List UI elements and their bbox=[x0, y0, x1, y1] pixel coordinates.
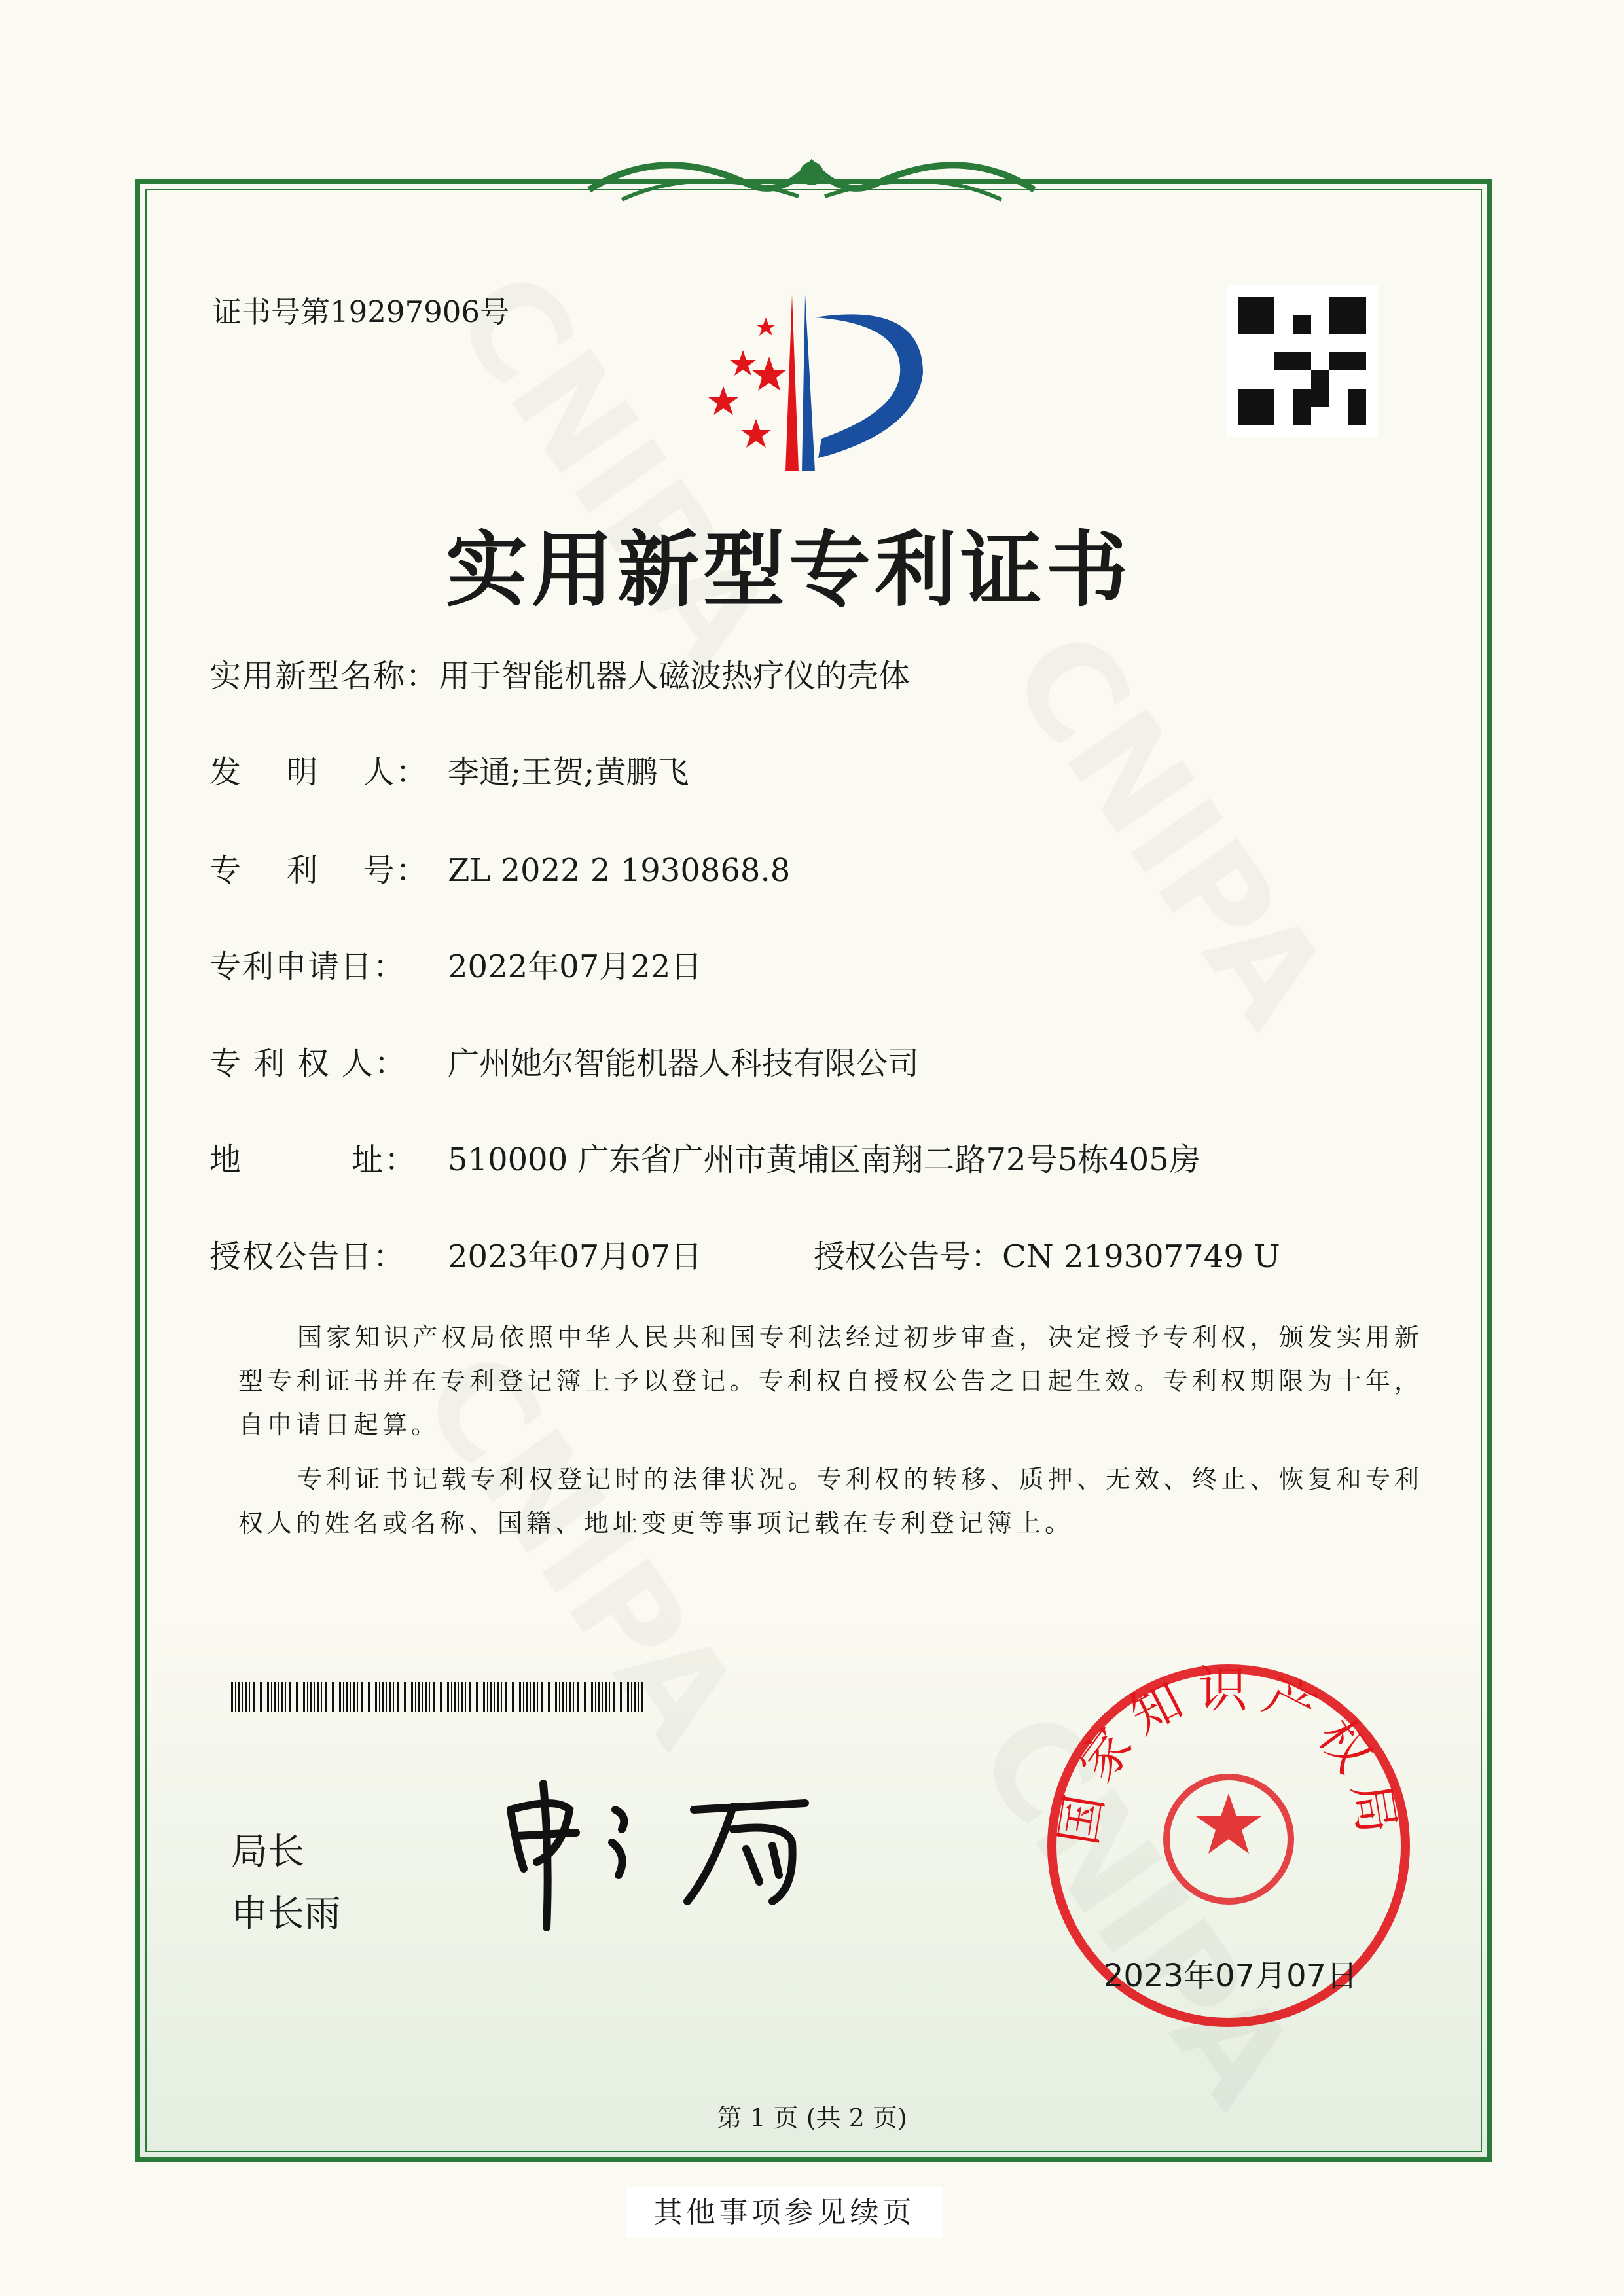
ornament-top bbox=[583, 137, 1041, 223]
field-name: 实用新型名称：用于智能机器人磁波热疗仪的壳体 bbox=[209, 658, 911, 694]
page-indicator: 第 1 页 (共 2 页) bbox=[717, 2104, 907, 2132]
field-filing-date: 专利申请日： 2022年07月22日 bbox=[209, 948, 702, 985]
field-inventor: 发 明 人： 李通;王贺;黄鹏飞 bbox=[209, 754, 689, 791]
field-grant-date: 授权公告日： 2023年07月07日 bbox=[209, 1238, 702, 1275]
certificate-number: 证书号第19297906号 bbox=[212, 295, 510, 329]
statement-paragraph-1: 国家知识产权局依照中华人民共和国专利法经过初步审查，决定授予专利权，颁发实用新型专利证书并在专利登记簿上予以登记。专利权自授权公告之日起生效。专利权期限为十年，自申请日起算。 bbox=[238, 1323, 1423, 1439]
cnipa-logo bbox=[694, 288, 936, 478]
field-patent-no: 专 利 号： ZL 2022 2 1930868.8 bbox=[209, 852, 791, 889]
field-patentee: 专 利 权 人： 广州她尔智能机器人科技有限公司 bbox=[209, 1045, 920, 1082]
signature bbox=[497, 1770, 831, 1934]
svg-text:国家知识产权局: 国家知识产权局 bbox=[1048, 1662, 1409, 1850]
qr-code bbox=[1226, 285, 1378, 437]
signatory-name: 申长雨 bbox=[231, 1893, 341, 1935]
field-address: 地 址： 510000 广东省广州市黄埔区南翔二路72号5栋405房 bbox=[209, 1141, 1200, 1178]
barcode bbox=[231, 1682, 643, 1712]
statement-paragraph-2: 专利证书记载专利权登记时的法律状况。专利权的转移、质押、无效、终止、恢复和专利权人的姓名或名称、国籍、地址变更等事项记载在专利登记簿上。 bbox=[238, 1465, 1423, 1537]
seal-date: 2023年07月07日 bbox=[1103, 1958, 1358, 1994]
continued-note: 其他事项参见续页 bbox=[626, 2187, 943, 2238]
signatory-title: 局长 bbox=[231, 1831, 304, 1873]
page-title: 实用新型专利证书 bbox=[446, 523, 1132, 618]
field-grant-pub-no: 授权公告号：CN 219307749 U bbox=[814, 1238, 1280, 1275]
